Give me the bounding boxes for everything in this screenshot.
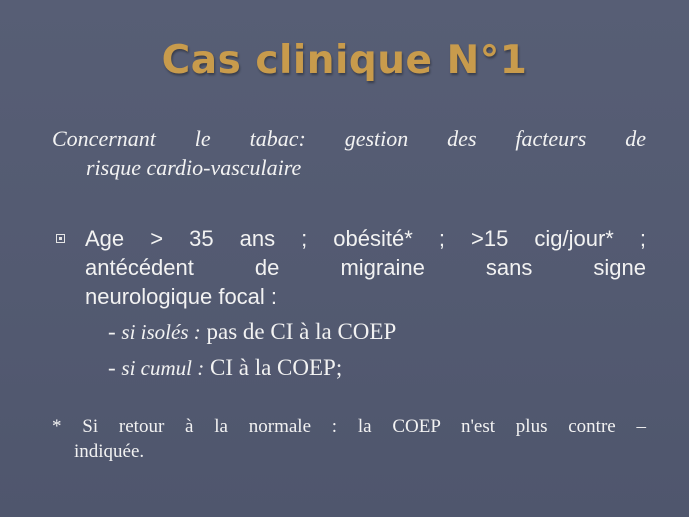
bullet-line-1: Age > 35 ans ; obésité* ; >15 cig/jour* ; xyxy=(85,226,646,251)
sub-item-label: si cumul : xyxy=(121,356,205,380)
bullet-list xyxy=(52,224,646,311)
footnote-line-1: * Si retour à la normale : la COEP n'est plus contre – xyxy=(52,416,646,437)
bullet-text xyxy=(85,224,646,311)
sub-item-isolated xyxy=(108,318,396,346)
sub-item-text: pas de CI à la COEP xyxy=(200,319,397,344)
bullet-line-2: antécédent de migraine sans signe xyxy=(85,255,646,280)
sub-item-prefix: - xyxy=(108,319,122,344)
footnote-line-2: indiquée. xyxy=(74,441,145,462)
square-bullet-icon xyxy=(56,234,65,243)
slide-subtitle xyxy=(52,124,646,182)
slide-title: Cas clinique N°1 xyxy=(161,38,528,83)
sub-item-text: CI à la COEP; xyxy=(204,355,343,380)
subtitle-line-2: risque cardio-vasculaire xyxy=(86,155,302,180)
subtitle-line-1: Concernant le tabac: gestion des facteurs de xyxy=(52,126,646,151)
footnote xyxy=(52,414,646,464)
bullet-line-3: neurologique focal : xyxy=(85,284,278,309)
sub-item-cumul xyxy=(108,354,342,382)
sub-item-prefix: - xyxy=(108,355,122,380)
sub-item-label: si isolés : xyxy=(121,320,201,344)
bullet-item xyxy=(52,224,646,311)
